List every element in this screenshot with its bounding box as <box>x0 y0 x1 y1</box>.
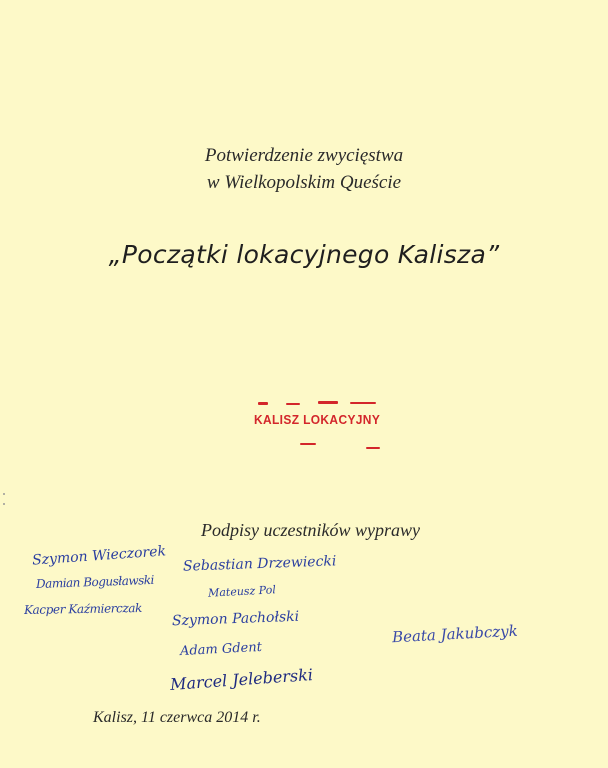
edge-mark <box>3 493 5 495</box>
signature: Mateusz Pol <box>207 583 277 600</box>
stamp-text: KALISZ LOKACYJNY <box>254 412 381 427</box>
document-title: „Początki lokacyjnego Kalisza” <box>108 240 500 269</box>
stamp-speck <box>286 403 300 405</box>
stamp-speck <box>318 401 338 404</box>
heading-line-1: Potwierdzenie zwycięstwa <box>204 145 404 166</box>
stamp-speck <box>350 402 376 404</box>
signature: Adam Gdent <box>179 639 263 660</box>
signature: Beata Jakubczyk <box>391 621 519 647</box>
signature: Szymon Pachołski <box>171 608 300 630</box>
stamp-speck <box>258 402 268 405</box>
signature: Damian Bogusławski <box>35 572 155 592</box>
place-and-date: Kalisz, 11 czerwca 2014 r. <box>93 709 261 726</box>
signature: Kacper Kaźmierczak <box>23 600 143 618</box>
stamp-speck <box>300 443 316 445</box>
signature: Szymon Wieczorek <box>31 543 167 569</box>
edge-mark <box>3 503 5 505</box>
heading-line-2: w Wielkopolskim Queście <box>206 172 402 193</box>
stamp-speck <box>366 447 380 449</box>
signature: Marcel Jeleberski <box>169 665 314 694</box>
signatures-label: Podpisy uczestników wyprawy <box>201 520 420 540</box>
signature: Sebastian Drzewiecki <box>182 553 337 575</box>
